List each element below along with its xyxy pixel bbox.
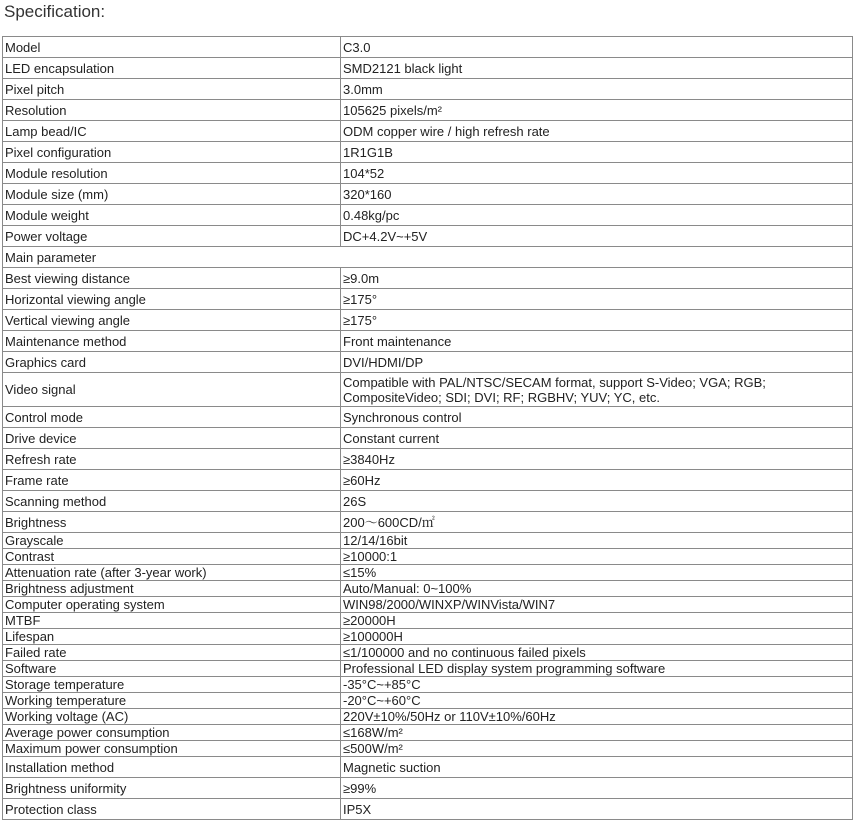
table-row (3, 428, 853, 449)
page-title: Specification: (4, 2, 106, 21)
table-row (3, 352, 853, 373)
table-row (3, 121, 853, 142)
table-row (3, 757, 853, 778)
spec-label: Brightness uniformity (3, 778, 341, 799)
table-row (3, 407, 853, 428)
spec-label: Lamp bead/IC (3, 121, 341, 142)
spec-label: Maintenance method (3, 331, 341, 352)
table-row (3, 741, 853, 757)
spec-value: Professional LED display system programming software (341, 661, 853, 677)
spec-value: Auto/Manual: 0~100% (341, 581, 853, 597)
spec-label: Control mode (3, 407, 341, 428)
table-row (3, 470, 853, 491)
spec-label: Contrast (3, 549, 341, 565)
spec-value: ≤1/100000 and no continuous failed pixels (341, 645, 853, 661)
spec-value: ≤168W/m² (341, 725, 853, 741)
table-row (3, 58, 853, 79)
table-row (3, 645, 853, 661)
spec-value: ≥60Hz (341, 470, 853, 491)
spec-label: Software (3, 661, 341, 677)
spec-value: ≥20000H (341, 613, 853, 629)
table-row (3, 226, 853, 247)
spec-label: Graphics card (3, 352, 341, 373)
table-row (3, 629, 853, 645)
section-heading: Main parameter (3, 247, 853, 268)
spec-value: 104*52 (341, 163, 853, 184)
table-row (3, 205, 853, 226)
spec-value: 1R1G1B (341, 142, 853, 163)
spec-value: ≥3840Hz (341, 449, 853, 470)
spec-value: IP5X (341, 799, 853, 820)
spec-value: 320*160 (341, 184, 853, 205)
spec-value: Synchronous control (341, 407, 853, 428)
spec-value: ≤500W/m² (341, 741, 853, 757)
spec-label: Module resolution (3, 163, 341, 184)
spec-value: ≥100000H (341, 629, 853, 645)
table-row (3, 709, 853, 725)
table-row (3, 581, 853, 597)
specification-table (2, 36, 853, 820)
spec-label: Vertical viewing angle (3, 310, 341, 331)
spec-value: 12/14/16bit (341, 533, 853, 549)
spec-label: Protection class (3, 799, 341, 820)
spec-value: -35°C~+85°C (341, 677, 853, 693)
spec-label: Working voltage (AC) (3, 709, 341, 725)
spec-label: Frame rate (3, 470, 341, 491)
table-row (3, 677, 853, 693)
table-row (3, 37, 853, 58)
spec-value: 3.0mm (341, 79, 853, 100)
table-row (3, 549, 853, 565)
table-row (3, 725, 853, 741)
spec-label: Attenuation rate (after 3-year work) (3, 565, 341, 581)
table-row (3, 693, 853, 709)
spec-label: Video signal (3, 373, 341, 407)
spec-label: Best viewing distance (3, 268, 341, 289)
spec-label: Brightness adjustment (3, 581, 341, 597)
spec-label: Computer operating system (3, 597, 341, 613)
table-row (3, 268, 853, 289)
spec-value: 220V±10%/50Hz or 110V±10%/60Hz (341, 709, 853, 725)
spec-label: Scanning method (3, 491, 341, 512)
spec-value: ≥175° (341, 310, 853, 331)
spec-label: Working temperature (3, 693, 341, 709)
table-row (3, 184, 853, 205)
spec-value: DVI/HDMI/DP (341, 352, 853, 373)
spec-label: Grayscale (3, 533, 341, 549)
table-row (3, 289, 853, 310)
spec-value: ≤15% (341, 565, 853, 581)
table-row (3, 331, 853, 352)
table-row (3, 100, 853, 121)
spec-label: Drive device (3, 428, 341, 449)
table-row (3, 79, 853, 100)
spec-label: Resolution (3, 100, 341, 121)
spec-value: 200～600CD/㎡ (341, 512, 853, 533)
spec-value: 0.48kg/pc (341, 205, 853, 226)
spec-value: ≥10000:1 (341, 549, 853, 565)
spec-value: ODM copper wire / high refresh rate (341, 121, 853, 142)
spec-value: Magnetic suction (341, 757, 853, 778)
spec-value: ≥9.0m (341, 268, 853, 289)
spec-value: C3.0 (341, 37, 853, 58)
spec-value: WIN98/2000/WINXP/WINVista/WIN7 (341, 597, 853, 613)
spec-value: ≥99% (341, 778, 853, 799)
table-row (3, 799, 853, 820)
table-row (3, 449, 853, 470)
table-row (3, 142, 853, 163)
spec-label: Power voltage (3, 226, 341, 247)
spec-value: Compatible with PAL/NTSC/SECAM format, support S-Video; VGA; RGB; CompositeVideo; SDI; DVI; RF; RGBHV; YUV; YC, etc. (341, 373, 853, 407)
spec-value: SMD2121 black light (341, 58, 853, 79)
spec-label: Installation method (3, 757, 341, 778)
spec-label: Average power consumption (3, 725, 341, 741)
table-row (3, 373, 853, 407)
table-row (3, 661, 853, 677)
spec-label: Failed rate (3, 645, 341, 661)
spec-value: Front maintenance (341, 331, 853, 352)
spec-label: Maximum power consumption (3, 741, 341, 757)
spec-label: Module size (mm) (3, 184, 341, 205)
spec-value: DC+4.2V~+5V (341, 226, 853, 247)
table-row (3, 310, 853, 331)
spec-label: LED encapsulation (3, 58, 341, 79)
spec-label: Pixel configuration (3, 142, 341, 163)
spec-value: 105625 pixels/m² (341, 100, 853, 121)
spec-value: 26S (341, 491, 853, 512)
spec-value: ≥175° (341, 289, 853, 310)
spec-label: Refresh rate (3, 449, 341, 470)
table-row (3, 533, 853, 549)
table-row (3, 778, 853, 799)
table-row (3, 491, 853, 512)
spec-label: Model (3, 37, 341, 58)
spec-label: Brightness (3, 512, 341, 533)
table-section-row (3, 247, 853, 268)
spec-label: Lifespan (3, 629, 341, 645)
spec-label: Pixel pitch (3, 79, 341, 100)
spec-value: Constant current (341, 428, 853, 449)
spec-label: Storage temperature (3, 677, 341, 693)
table-row (3, 163, 853, 184)
table-row (3, 597, 853, 613)
spec-label: Module weight (3, 205, 341, 226)
spec-label: MTBF (3, 613, 341, 629)
table-row (3, 512, 853, 533)
spec-value: -20°C~+60°C (341, 693, 853, 709)
table-row (3, 565, 853, 581)
spec-label: Horizontal viewing angle (3, 289, 341, 310)
table-row (3, 613, 853, 629)
